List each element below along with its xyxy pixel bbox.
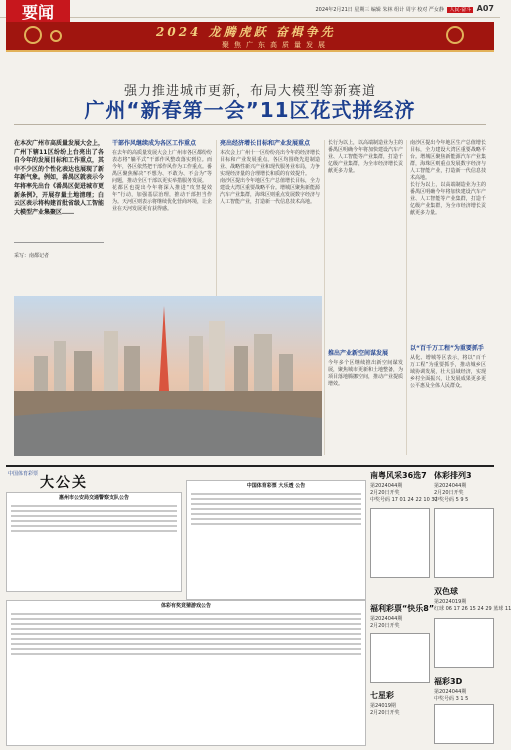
ornament-icon (50, 30, 62, 42)
building-shape (104, 331, 118, 391)
column-divider (324, 140, 325, 455)
text-line (191, 523, 361, 525)
text-line (191, 503, 361, 505)
result-title: 双色球 (434, 587, 458, 596)
section-divider (6, 465, 494, 467)
paragraph: 在去年的高质量发展大会上广州市各区都纷纷表态将“躺平式”干部作风整改落实到位。而今年，各区依然把干部作风作为工作重点。番禺区聚焦解决“不想为、不敢为、不会为”等问题，推动全区干部以更实举措服务发展。 (112, 150, 213, 184)
building-shape (279, 354, 293, 391)
article-intro: 在本次广州市高质量发展大会上，广州下辖11区纷纷上台亮出了各自今年的发展目标和工作重点，其中不少区的个性化表达也展现了新年新气象。例如，番禺区就表示今年将率先出台《番禺区促进城市更新条例》，开展存量土地清理；白云区表示将构建首批省级人工智能大模型产业集聚区…… (14, 140, 105, 216)
article-column-5 (410, 345, 486, 455)
text-line (11, 613, 361, 615)
text-line (11, 628, 361, 630)
result-line: 2月20日开奖 (370, 623, 400, 629)
text-line (11, 648, 361, 650)
subhead-new-space: 推出产业新空间谋发展 (328, 350, 389, 357)
column-badge: 人民·奋斗 (449, 7, 472, 13)
river-shape (14, 409, 322, 456)
subhead-hundred-thousand: 以“百千万工程”为重要抓手 (410, 345, 484, 352)
result-line: 第2024044期 (370, 616, 403, 622)
main-headline: 广州“新春第一会”11区花式拼经济 (84, 98, 416, 122)
result-table (370, 633, 430, 683)
result-line: 第2024044期 (434, 483, 467, 489)
notice-block (6, 600, 366, 746)
text-line (191, 498, 361, 500)
section-title: 要闻 (6, 0, 70, 26)
building-shape (209, 321, 225, 391)
issue-date-editors: 2024年2月21日 星期三 编辑 朱林 组计 周宇 校对 严女静 (315, 7, 444, 13)
page-number: A07 (476, 4, 494, 13)
article-column-3b (328, 350, 403, 410)
result-line: 2月20日开奖 (370, 710, 400, 716)
text-line (11, 510, 177, 512)
building-shape (189, 336, 203, 391)
result-line: 2月20日开奖 (370, 490, 400, 496)
notice-title: 体彩有奖竞猜游戏公告 (160, 603, 211, 609)
headline-kicker: 强力推进城市更新，布局大模型等新赛道 (123, 84, 376, 99)
text-line (11, 643, 361, 645)
lantern-icon (446, 26, 464, 44)
intro-divider (14, 242, 104, 243)
text-line (11, 525, 177, 527)
paragraph: 南沙区提出今年地区生产总值增长目标，全力建设大湾区重要战略平台。增城区聚焦新能源汽车产业集群，海珠区则重点发展数字经济与人工智能产业，打造新一代信息技术高地。 (410, 140, 486, 181)
paragraph: 南沙区提出今年地区生产总值增长目标，全力建设大湾区重要战略平台。增城区聚焦新能源汽车产业集群，海珠区则重点发展数字经济与人工智能产业，打造新一代信息技术高地。 (220, 178, 321, 205)
special-banner (6, 22, 494, 52)
result-table (434, 618, 494, 668)
text-line (11, 653, 361, 655)
text-line (191, 518, 361, 520)
building-shape (74, 351, 92, 391)
result-line: 中奖号码 3 1 5 (434, 696, 469, 702)
paragraph: 今年多个区继续推出新空间谋发展，聚焦城市更新和土地整备，为项目落地腾挪空间，推动产业提质增效。 (328, 360, 404, 387)
paragraph: 长行为以上，以高端制造业为主的番禺区明确今年将加快建设汽车产业、人工智能等产业集群，打造千亿级产业集群，为全市经济增长贡献更多力量。 (328, 140, 404, 174)
article-column-3 (328, 140, 403, 290)
banner-slogan: 2024 龙腾虎跃 奋楫争先 (156, 25, 336, 39)
lantern-icon (24, 26, 42, 44)
article-column-1 (112, 140, 212, 290)
subhead-targets: 亮出经济增长目标和产业发展重点 (220, 140, 311, 147)
building-shape (254, 334, 272, 391)
result-line: 第24019期 (370, 703, 396, 709)
headline-divider (14, 124, 486, 125)
result-line: 红球 06 17 26 15 24 29 蓝球 11 (434, 606, 511, 612)
result-table (434, 508, 494, 578)
city-skyline-photo (14, 296, 322, 456)
notice-title: 惠州市公安局交通警察支队公告 (58, 495, 129, 501)
text-line (11, 520, 177, 522)
result-title: 福利彩票“快乐8” (370, 604, 435, 613)
text-line (191, 493, 361, 495)
building-shape (124, 346, 140, 391)
text-line (11, 618, 361, 620)
text-line (11, 515, 177, 517)
result-title: 福彩3D (434, 677, 463, 686)
paragraph: 长行为以上，以高端制造业为主的番禺区明确今年将加快建设汽车产业、人工智能等产业集群，打造千亿级产业集群，为全市经济增长贡献更多力量。 (410, 182, 486, 216)
result-line: 第2024019期 (434, 599, 467, 605)
banner-column-name: 聚焦广东高质量发展 (222, 41, 330, 49)
text-line (11, 530, 177, 532)
result-line: 中奖号码 17 01 24 22 10 32 (370, 497, 438, 503)
result-table (434, 704, 494, 744)
text-line (11, 623, 361, 625)
result-title: 南粤风采36选7 (370, 471, 427, 480)
lottery-results (370, 468, 511, 748)
column-divider (406, 140, 407, 455)
paragraph: 花都区也提出今年将深入推进“攻坚提效年”行动，加强基层治理，推动干部担当作为。天河区则表示将继续优化营商环境，让企业在天河发展更有获得感。 (112, 185, 213, 212)
result-title: 体彩排列3 (434, 471, 472, 480)
skyline-illustration (14, 296, 322, 456)
text-line (191, 513, 361, 515)
result-line: 第2024044期 (434, 689, 467, 695)
building-shape (54, 341, 66, 391)
result-title: 七星彩 (370, 691, 394, 700)
result-table (370, 508, 430, 578)
text-line (11, 505, 177, 507)
text-line (191, 508, 361, 510)
text-line (11, 638, 361, 640)
lottery-logo: 中国体育彩票 (8, 471, 39, 477)
paragraph: 从化、增城等区表示，将以“百千万工程”为重要抓手，推动城乡区域协调发展，壮大县域经济，实现乡村全面振兴，让发展成果更多更公平惠及全体人民群众。 (410, 355, 486, 389)
notice-title: 中国体育彩票 大乐透 公告 (246, 483, 306, 489)
notice-block (186, 480, 366, 600)
article-column-2 (220, 140, 320, 290)
lottery-section-title: 大公关 (40, 475, 88, 491)
building-shape (234, 346, 248, 391)
text-line (11, 633, 361, 635)
paragraph: 本次会上广州十一区纷纷亮出今年的经济增长目标和产业发展重点。各区均围绕先进制造业、战略性新兴产业和现代服务业布局，力争实现经济量的合理增长和质的有效提升。 (220, 150, 321, 177)
canton-tower-shape (159, 306, 169, 391)
subhead-style: 干部作风继续成为各区工作重点 (112, 140, 197, 147)
notice-block (6, 492, 182, 592)
result-line: 中奖号码 5 9 5 (434, 497, 469, 503)
article-column-4 (410, 140, 486, 340)
result-line: 第2024044期 (370, 483, 403, 489)
byline: 采写：南都记者 (14, 253, 50, 259)
issue-meta (315, 4, 494, 13)
result-line: 2月20日开奖 (434, 490, 464, 496)
building-shape (34, 356, 48, 391)
